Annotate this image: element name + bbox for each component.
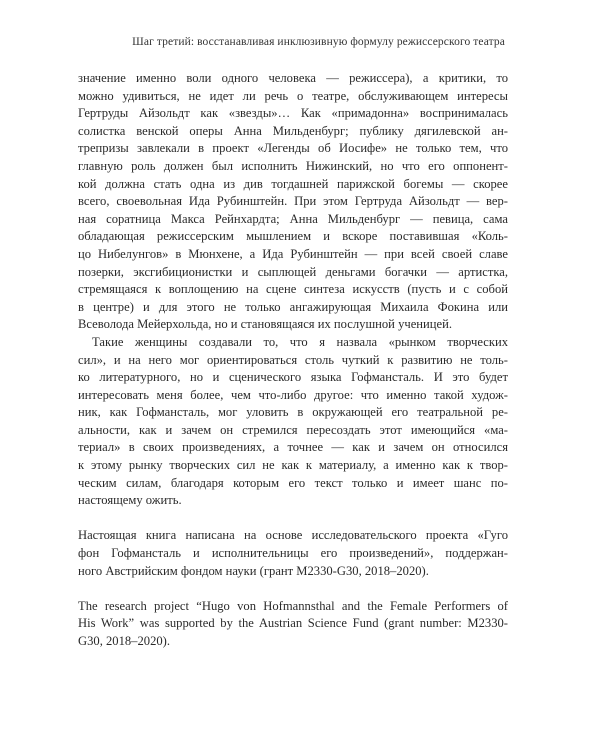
spacer — [78, 580, 508, 598]
text-line: солистка венской оперы Анна Мильденбург; публику дягилевской ан- — [78, 123, 508, 138]
text-line: сил», и на него мог ориентироваться столь чуткий к развитию не толь- — [78, 352, 508, 367]
text-line: ная соратница Макса Рейнхардта; Анна Мильденбург — певица, сама — [78, 211, 508, 226]
acknowledgment-russian — [78, 527, 508, 580]
text-line: настоящему ожить. — [78, 493, 182, 508]
text-line: Настоящая книга написана на основе исследовательского проекта «Гуго — [78, 528, 508, 543]
text-line: Такие женщины создавали то, что я назвала «рынком творческих — [92, 334, 508, 349]
text-line: обладающая режиссерским мышлением и вскоре поставившая «Коль- — [78, 229, 508, 244]
text-line: к этому рынку творческих сил не как к материалу, а именно как к твор- — [78, 458, 508, 473]
text-line: цо Нибелунгов» в Мюнхене, а Ида Рубинштейн — при всей своей славе — [78, 246, 508, 261]
text-line: значение именно воли одного человека — режиссера), а критики, то — [78, 71, 508, 85]
text-line: териал» в своих произведениях, а точнее — как и зачем он относился — [78, 440, 508, 455]
text-line: альности, как и зачем он стремился пересоздать этот имеющийся «ма- — [78, 422, 508, 437]
text-line: фон Гофмансталь и исполнительницы его произведений», поддержан- — [78, 546, 508, 561]
text-line: The research project “Hugo von Hofmannsthal and the Female Performers of — [78, 598, 508, 613]
running-head: Шаг третий: восстанавливая инклюзивную формулу режиссерского театра — [132, 36, 505, 48]
text-line: ческим силам, благодаря которым его текст только и имеет шанс по- — [78, 475, 508, 490]
text-line: G30, 2018–2020). — [78, 634, 170, 648]
text-line: в центре) и для этого не только ангажирующая Михаила Фокина или — [78, 299, 508, 314]
text-line: трепризы завлекали в проект «Легенды об Иосифе» не только тем, что — [78, 141, 508, 156]
text-line: ко литературного, но и сценического языка Гофмансталь. И это будет — [78, 370, 508, 385]
paragraph-main-2 — [78, 334, 508, 510]
text-line: His Work” was supported by the Austrian Science Fund (grant number: M2330- — [78, 616, 508, 631]
text-line: всего, своевольная Ида Рубинштейн. При этом Гертруда Айзольдт — вер- — [78, 194, 508, 209]
text-line: можно удивиться, не идет ли речь о театре, обслуживающем интересы — [78, 88, 508, 103]
text-line: кой должна стать одна из див тогдашней парижской богемы — скорее — [78, 176, 508, 191]
text-line: ного Австрийским фондом науки (грант M2330-G30, 2018–2020). — [78, 563, 429, 578]
text-line: интересовать меня более, чем что-либо другое: что именно такой худож- — [78, 387, 508, 402]
text-line: Всеволода Мейерхольда, но и становящаяся их послушной ученицей. — [78, 317, 452, 332]
spacer — [78, 510, 508, 528]
text-line: главную роль должен был исполнить Нижинский, но что его оппонент- — [78, 158, 508, 173]
text-line: Гертруды Айзольдт как «звезды»… Как «примадонна» воспринималась — [78, 106, 508, 121]
text-line: стремящаяся к воплощению на сцене синтеза искусств (пусть и с собой — [78, 282, 508, 297]
text-line: ник, как Гофмансталь, мог уловить в окружающей его театральной ре- — [78, 405, 508, 420]
paragraph-main-1 — [78, 70, 508, 334]
text-line: позерки, эксгибиционистки и сыплющей деньгами богачки — артистка, — [78, 264, 508, 279]
acknowledgment-english — [78, 598, 508, 651]
text-body — [78, 70, 508, 651]
